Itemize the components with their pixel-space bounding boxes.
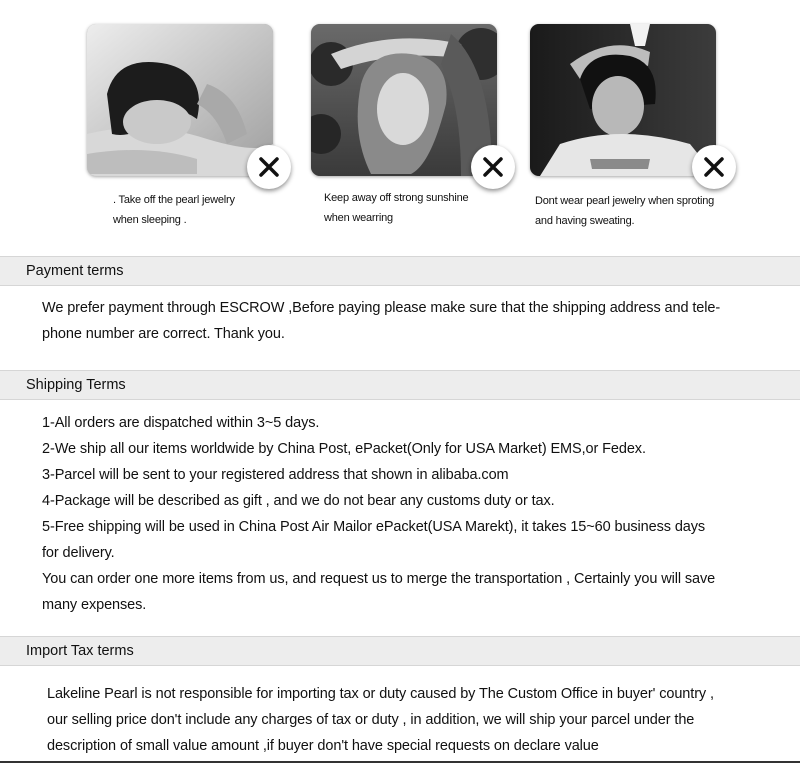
caption-line: . Take off the pearl jewelry (113, 194, 235, 206)
import-tax-terms-line: Lakeline Pearl is not responsible for importing tax or duty caused by The Custom Office in buyer' country , (47, 686, 714, 702)
import-tax-terms-body (0, 666, 800, 761)
close-icon (703, 156, 725, 178)
section-title: Import Tax terms (26, 643, 134, 659)
not-allowed-badge (247, 145, 291, 189)
shipping-terms-line: 1-All orders are dispatched within 3~5 days. (42, 415, 320, 431)
caption-line: and having sweating. (535, 215, 635, 227)
not-allowed-badge (471, 145, 515, 189)
shipping-terms-line: for delivery. (42, 545, 115, 561)
care-tip-caption (113, 190, 235, 230)
caption-line: Dont wear pearl jewelry when sproting (535, 195, 715, 207)
payment-terms-line: phone number are correct. Thank you. (42, 326, 285, 342)
shipping-terms-line: 4-Package will be described as gift , and we do not bear any customs duty or tax. (42, 493, 555, 509)
woman-sleeping-photo (87, 24, 273, 176)
care-tip-sleeping (87, 0, 297, 250)
shipping-terms-header (0, 370, 800, 400)
shipping-terms-line: 5-Free shipping will be used in China Post Air Mailor ePacket(USA Marekt), it takes 15~60 business days (42, 519, 706, 535)
care-tip-sunshine (311, 0, 521, 250)
section-title: Payment terms (26, 263, 124, 279)
woman-in-sunshine-photo (311, 24, 497, 176)
caption-line: Keep away off strong sunshine (324, 192, 469, 204)
import-tax-terms-header (0, 636, 800, 666)
not-allowed-badge (692, 145, 736, 189)
care-tip-caption (535, 191, 714, 231)
payment-terms-header (0, 256, 800, 286)
import-tax-terms-line: our selling price don't include any charges of tax or duty , in addition, we will ship your parcel under the (47, 712, 695, 728)
care-tip-sweating (530, 0, 740, 250)
care-tip-caption (324, 188, 468, 228)
close-icon (258, 156, 280, 178)
caption-line: when wearring (324, 212, 393, 224)
woman-sweating-photo (530, 24, 716, 176)
section-title: Shipping Terms (26, 377, 126, 393)
import-tax-terms-line: description of small value amount ,if buyer don't have special requests on declare value (47, 738, 599, 754)
shipping-terms-body (0, 400, 800, 636)
close-icon (482, 156, 504, 178)
payment-terms-body (0, 286, 800, 370)
payment-terms-line: We prefer payment through ESCROW ,Before paying please make sure that the shipping address and tele- (42, 300, 721, 316)
shipping-terms-line: You can order one more items from us, and request us to merge the transportation , Certainly you will save (42, 571, 716, 587)
jewelry-care-tips (0, 0, 800, 257)
shipping-terms-line: 2-We ship all our items worldwide by China Post, ePacket(Only for USA Market) EMS,or Fedex. (42, 441, 646, 457)
shipping-terms-line: 3-Parcel will be sent to your registered address that shown in alibaba.com (42, 467, 509, 483)
caption-line: when sleeping . (113, 214, 187, 226)
shipping-terms-line: many expenses. (42, 597, 147, 613)
